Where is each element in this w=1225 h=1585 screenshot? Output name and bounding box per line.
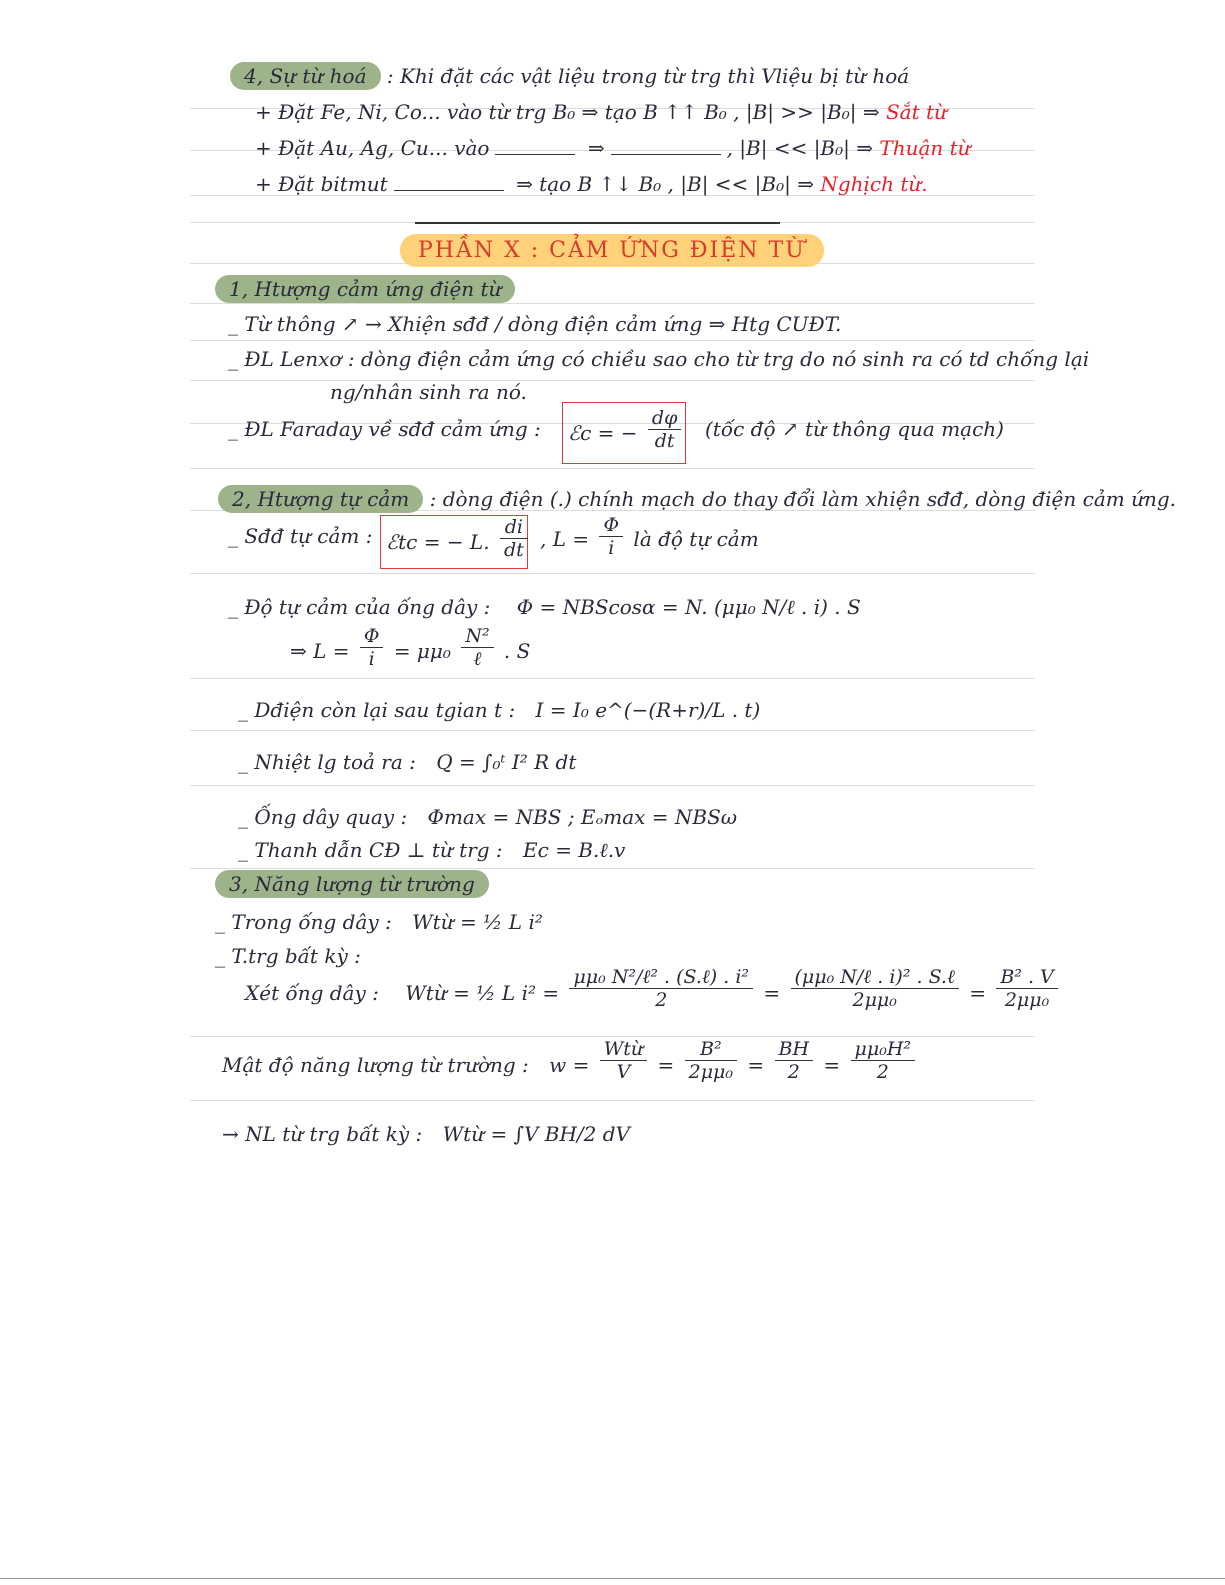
coil-l-lhs: ⇒ L = — [290, 639, 350, 663]
ruled-line — [190, 303, 1035, 304]
energy-step-3-denominator: 2μμ₀ — [996, 988, 1057, 1011]
section-1 — [215, 275, 515, 303]
density-frac-3-denominator: 2 — [775, 1060, 814, 1083]
sat-tu-label: Sắt từ — [885, 100, 947, 124]
section-4 — [230, 62, 909, 90]
density-frac-2-denominator: 2μμ₀ — [685, 1060, 737, 1083]
density-frac-1-numerator: Wtừ — [603, 1038, 644, 1060]
thuan-tu-label: Thuận từ — [879, 136, 971, 160]
faraday-numerator: dφ — [651, 407, 678, 429]
moving-rod-label: _ Thanh dẫn CĐ ⊥ từ trg : — [238, 838, 503, 862]
section-3-line-3: Xét ống dây : Wtừ = ½ L i² = $\frac{\text{μμ₀ N²/ℓ² . (S.ℓ) . i²}}{2}$ = $\frac{\text{(μμ₀ N/ℓ . i)² . S.ℓ}}{\text{2μμ₀}}$ = $\frac{\text{B² . V}}{\text{2μμ₀}}$ — [245, 978, 1062, 1011]
section-3-heading: 3, Năng lượng từ trường — [215, 870, 489, 898]
energy-step-1: Wtừ = ½ L i² = — [405, 981, 560, 1005]
inductance-note: là độ tự cảm — [633, 527, 759, 551]
section-3-line-2: _ T.trg bất kỳ : — [215, 944, 361, 968]
section-2-line-7 — [238, 836, 625, 864]
ruled-line — [190, 380, 1035, 381]
ruled-line — [190, 785, 1035, 786]
section-1-heading: 1, Htượng cảm ứng điện từ — [215, 275, 515, 303]
coil-inductance-label: _ Độ tự cảm của ống dây : — [228, 595, 491, 619]
rotating-coil-label: _ Ống dây quay : — [238, 805, 408, 829]
self-induction-lhs: ℰtc = − L. — [386, 530, 490, 554]
arbitrary-field-energy-formula: Wtừ = ∫V BH/2 dV — [442, 1122, 630, 1146]
coil-l-numerator-2: N² — [465, 625, 490, 647]
inductance-denominator: i — [599, 536, 623, 559]
bitmut-relation-text: ⇒ tạo B ↑↓ B₀ , |B| << |B₀| ⇒ — [516, 172, 814, 196]
energy-step-3-numerator: B² . V — [1000, 966, 1054, 988]
section-3-line-1 — [215, 908, 543, 936]
section-2-line-4 — [238, 696, 760, 724]
arbitrary-field-energy-label: → NL từ trg bất kỳ : — [222, 1122, 423, 1146]
section-divider — [415, 222, 780, 224]
self-induction-formula — [386, 516, 532, 561]
energy-density-w: w = — [549, 1053, 590, 1077]
ruled-line — [190, 730, 1035, 731]
inductance-lhs: , L = — [540, 527, 590, 551]
bitmut-text: + Đặt bitmut — [255, 172, 388, 196]
moving-rod-formula: Ec = B.ℓ.v — [523, 838, 626, 862]
self-induction-denominator: dt — [500, 538, 528, 561]
faraday-formula — [568, 407, 685, 452]
ruled-line — [190, 573, 1035, 574]
ruled-line — [190, 868, 1035, 869]
section-2-line-1: _ Sđđ tự cảm : — [228, 524, 373, 548]
ruled-line — [190, 1100, 1035, 1101]
arrow-text: ⇒ — [587, 136, 605, 160]
inductance-numerator: Φ — [603, 514, 620, 536]
section-3 — [215, 870, 489, 898]
section-2-heading: 2, Htượng tự cảm — [218, 485, 423, 513]
coil-energy-formula: Wtừ = ½ L i² — [412, 910, 543, 934]
section-2-line-2 — [228, 593, 861, 621]
coil-l-mid: = μμ₀ — [393, 639, 451, 663]
section-2-intro: : dòng điện (.) chính mạch do thay đổi làm xhiện sđđ, dòng điện cảm ứng. — [429, 487, 1176, 511]
density-frac-2-numerator: B² — [700, 1038, 722, 1060]
ruled-line — [190, 340, 1035, 341]
faraday-lhs: ℰc = − — [568, 421, 638, 445]
comparison-text: , |B| << |B₀| ⇒ — [726, 136, 874, 160]
section-4-line-3 — [255, 170, 928, 198]
coil-energy-label: _ Trong ống dây : — [215, 910, 392, 934]
part-title-text: PHẦN X : CẢM ỨNG ĐIỆN TỪ — [400, 234, 824, 267]
section-1-line-2: _ ĐL Lenxơ : dòng điện cảm ứng có chiều sao cho từ trg do nó sinh ra có td chống lại — [228, 347, 1090, 371]
energy-step-2-denominator: 2μμ₀ — [791, 988, 959, 1011]
ruled-line — [190, 678, 1035, 679]
energy-step-2-numerator: (μμ₀ N/ℓ . i)² . S.ℓ — [794, 966, 955, 988]
section-2-line-6 — [238, 803, 737, 831]
faraday-denominator: dt — [648, 429, 681, 452]
coil-inductance-formula — [290, 625, 531, 670]
heat-formula: Q = ∫₀ᵗ I² R dt — [436, 750, 577, 774]
section-4-intro: : Khi đặt các vật liệu trong từ trg thì Vliệu bị từ hoá — [386, 64, 910, 88]
section-3-line-4: Mật độ năng lượng từ trường : w = $\frac{\text{Wtừ}}{V}$ = $\frac{\text{B²}}{\text{2μμ₀}}$ = $\frac{BH}{2}$ = $\frac{\text{μμ₀H²}}{2}$ — [222, 1050, 919, 1083]
section-4-heading: 4, Sự từ hoá — [230, 62, 381, 90]
energy-step-1-denominator: 2 — [569, 988, 753, 1011]
coil-l-numerator: Φ — [363, 625, 380, 647]
energy-density-label: Mật độ năng lượng từ trường : — [222, 1053, 529, 1077]
remaining-current-label: _ Dđiện còn lại sau tgian t : — [238, 698, 516, 722]
section-1-line-2b: ng/nhân sinh ra nó. — [330, 380, 527, 404]
self-induction-numerator: di — [504, 516, 523, 538]
density-frac-1-denominator: V — [600, 1060, 647, 1083]
section-3-line-5 — [222, 1120, 630, 1148]
energy-step-1-numerator: μμ₀ N²/ℓ² . (S.ℓ) . i² — [573, 966, 750, 988]
page-bottom-border — [0, 1578, 1225, 1579]
section-1-line-1: _ Từ thông ↗ → Xhiện sđđ / dòng điện cảm ứng ⇒ Htg CUĐT. — [228, 312, 842, 336]
coil-l-denominator: i — [360, 647, 384, 670]
density-frac-4-numerator: μμ₀H² — [854, 1038, 912, 1060]
coil-l-rhs: . S — [503, 639, 531, 663]
consider-coil-label: Xét ống dây : — [245, 981, 379, 1005]
inductance-definition — [540, 514, 759, 559]
heat-label: _ Nhiệt lg toả ra : — [238, 750, 416, 774]
density-frac-4-denominator: 2 — [851, 1060, 916, 1083]
section-2 — [218, 485, 1176, 513]
fe-ni-co-text: + Đặt Fe, Ni, Co... vào từ trg B₀ ⇒ tạo B ↑↑ B₀ , |B| >> |B₀| ⇒ — [255, 100, 880, 124]
density-frac-3-numerator: BH — [778, 1038, 810, 1060]
section-4-line-2 — [255, 134, 971, 162]
au-ag-cu-text: + Đặt Au, Ag, Cu... vào — [255, 136, 490, 160]
part-title — [400, 236, 824, 265]
remaining-current-formula: I = I₀ e^(−(R+r)/L . t) — [535, 698, 761, 722]
nghich-tu-label: Nghịch từ. — [820, 172, 928, 196]
coil-flux-formula: Φ = NBScosα = N. (μμ₀ N/ℓ . i) . S — [516, 595, 861, 619]
rotating-coil-formula: Φmax = NBS ; Eₒmax = NBSω — [427, 805, 738, 829]
ruled-line — [190, 468, 1035, 469]
coil-l-denominator-2: ℓ — [461, 647, 493, 670]
ruled-line — [190, 1036, 1035, 1037]
section-4-line-1 — [255, 98, 947, 126]
section-1-line-3: _ ĐL Faraday về sđđ cảm ứng : — [228, 417, 541, 441]
faraday-note: (tốc độ ↗ từ thông qua mạch) — [705, 417, 1004, 441]
section-2-line-5 — [238, 748, 576, 776]
